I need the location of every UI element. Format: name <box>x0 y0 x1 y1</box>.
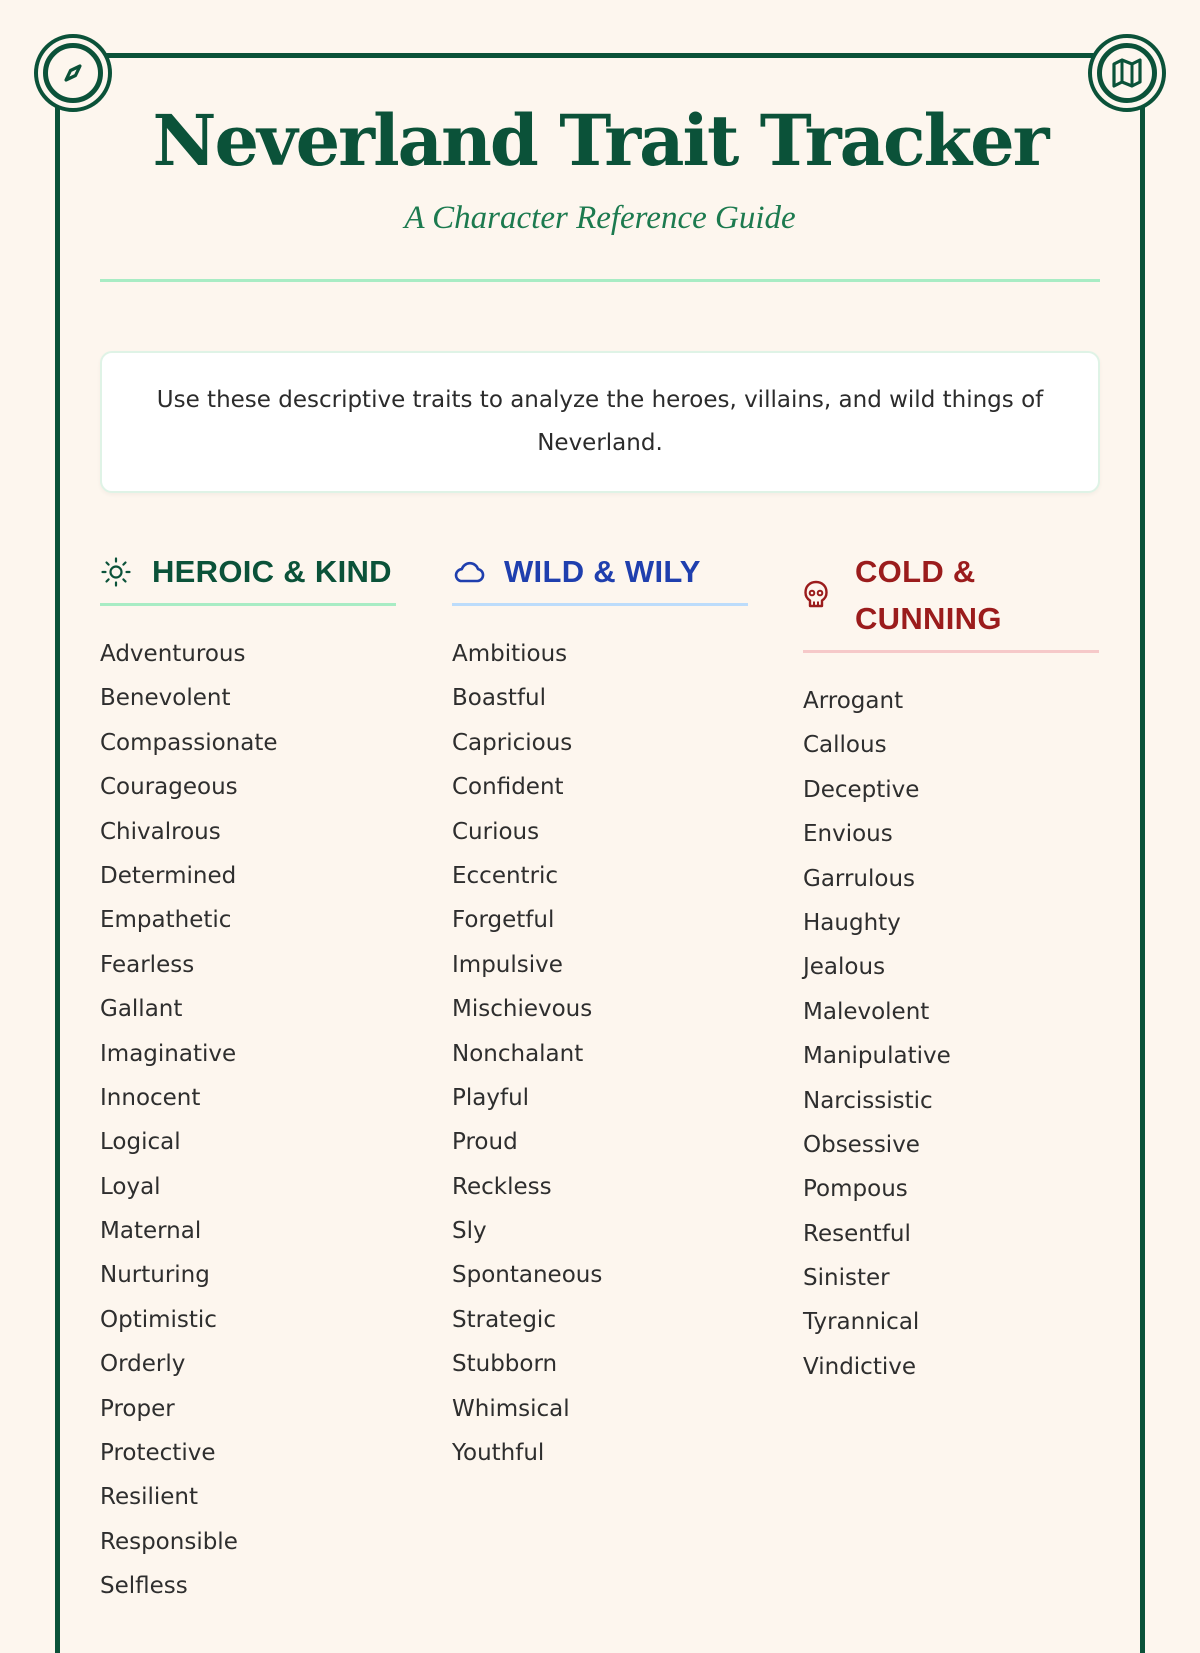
trait-item: Spontaneous <box>452 1262 603 1289</box>
heroic-trait-list <box>100 632 396 1609</box>
trait-item: Strategic <box>452 1306 556 1333</box>
map-icon <box>1107 53 1147 93</box>
sun-icon <box>100 556 152 588</box>
trait-item: Empathetic <box>100 907 232 934</box>
trait-item: Gallant <box>100 996 183 1023</box>
trait-item: Responsible <box>100 1528 238 1555</box>
column-cold-title: COLD & CUNNING <box>855 554 1002 636</box>
trait-item: Protective <box>100 1440 216 1467</box>
cloud-icon <box>452 558 504 586</box>
trait-item: Courageous <box>100 774 238 801</box>
trait-item: Envious <box>803 821 893 848</box>
column-cold <box>803 548 1099 1389</box>
trait-item: Arrogant <box>803 688 904 714</box>
trait-item: Compassionate <box>100 729 278 756</box>
trait-item: Boastful <box>452 685 547 712</box>
trait-item: Vindictive <box>803 1353 917 1380</box>
trait-item: Ambitious <box>452 641 568 667</box>
trait-item: Sinister <box>803 1265 890 1292</box>
trait-item: Pompous <box>803 1176 908 1203</box>
trait-item: Stubborn <box>452 1351 558 1378</box>
trait-item: Obsessive <box>803 1131 920 1158</box>
column-heroic-header <box>100 548 396 603</box>
trait-item: Optimistic <box>100 1306 217 1333</box>
trait-item: Nonchalant <box>452 1040 584 1067</box>
trait-item: Maternal <box>100 1218 202 1245</box>
trait-item: Malevolent <box>803 998 930 1025</box>
trait-item: Proper <box>100 1395 175 1422</box>
trait-item: Curious <box>452 818 540 845</box>
trait-item: Fearless <box>100 951 195 978</box>
intro-text: Use these descriptive traits to analyze the heroes, villains, and wild things of Neverland. <box>156 387 1044 456</box>
column-wild-header <box>452 548 748 603</box>
trait-item: Forgetful <box>452 907 555 934</box>
trait-item: Resilient <box>100 1484 198 1511</box>
column-heroic-title: HEROIC & KIND <box>152 554 392 589</box>
column-wild-title: WILD & WILY <box>504 554 701 589</box>
trait-item: Tyrannical <box>803 1309 920 1336</box>
column-heroic <box>100 548 396 1609</box>
intro-box <box>100 351 1100 493</box>
trait-item: Sly <box>452 1218 487 1245</box>
trait-item: Impulsive <box>452 951 563 978</box>
trait-item: Loyal <box>100 1173 161 1200</box>
trait-item: Manipulative <box>803 1043 951 1070</box>
trait-item: Imaginative <box>100 1040 237 1067</box>
trait-item: Eccentric <box>452 862 559 889</box>
trait-item: Chivalrous <box>100 818 221 845</box>
trait-item: Callous <box>803 732 887 759</box>
column-cold-underline <box>803 650 1099 653</box>
trait-item: Determined <box>100 862 237 889</box>
trait-item: Confident <box>452 774 564 801</box>
trait-item: Adventurous <box>100 641 246 667</box>
column-heroic-underline <box>100 603 396 606</box>
trait-item: Innocent <box>100 1084 201 1111</box>
page-title: Neverland Trait Tracker <box>152 99 1048 182</box>
cold-trait-list <box>803 679 1099 1389</box>
page-subtitle: A Character Reference Guide <box>404 200 796 236</box>
trait-item: Nurturing <box>100 1262 210 1289</box>
trait-item: Youthful <box>452 1440 545 1467</box>
trait-item: Logical <box>100 1129 181 1156</box>
trait-item: Resentful <box>803 1220 911 1247</box>
trait-item: Jealous <box>803 954 886 981</box>
trait-item: Capricious <box>452 729 573 756</box>
trait-item: Reckless <box>452 1173 552 1200</box>
trait-item: Deceptive <box>803 776 920 803</box>
column-wild <box>452 548 748 1475</box>
trait-item: Haughty <box>803 909 901 936</box>
trait-item: Benevolent <box>100 685 231 712</box>
trait-item: Selfless <box>100 1573 188 1600</box>
trait-item: Orderly <box>100 1351 186 1378</box>
trait-item: Proud <box>452 1129 518 1156</box>
compass-icon <box>53 53 93 93</box>
trait-item: Mischievous <box>452 996 593 1023</box>
wild-trait-list <box>452 632 748 1475</box>
trait-item: Garrulous <box>803 865 916 892</box>
trait-item: Whimsical <box>452 1395 570 1422</box>
column-cold-header <box>803 548 1099 650</box>
skull-icon <box>803 580 855 610</box>
title-divider <box>100 279 1100 282</box>
trait-item: Narcissistic <box>803 1087 933 1114</box>
column-wild-underline <box>452 603 748 606</box>
trait-item: Playful <box>452 1084 530 1111</box>
